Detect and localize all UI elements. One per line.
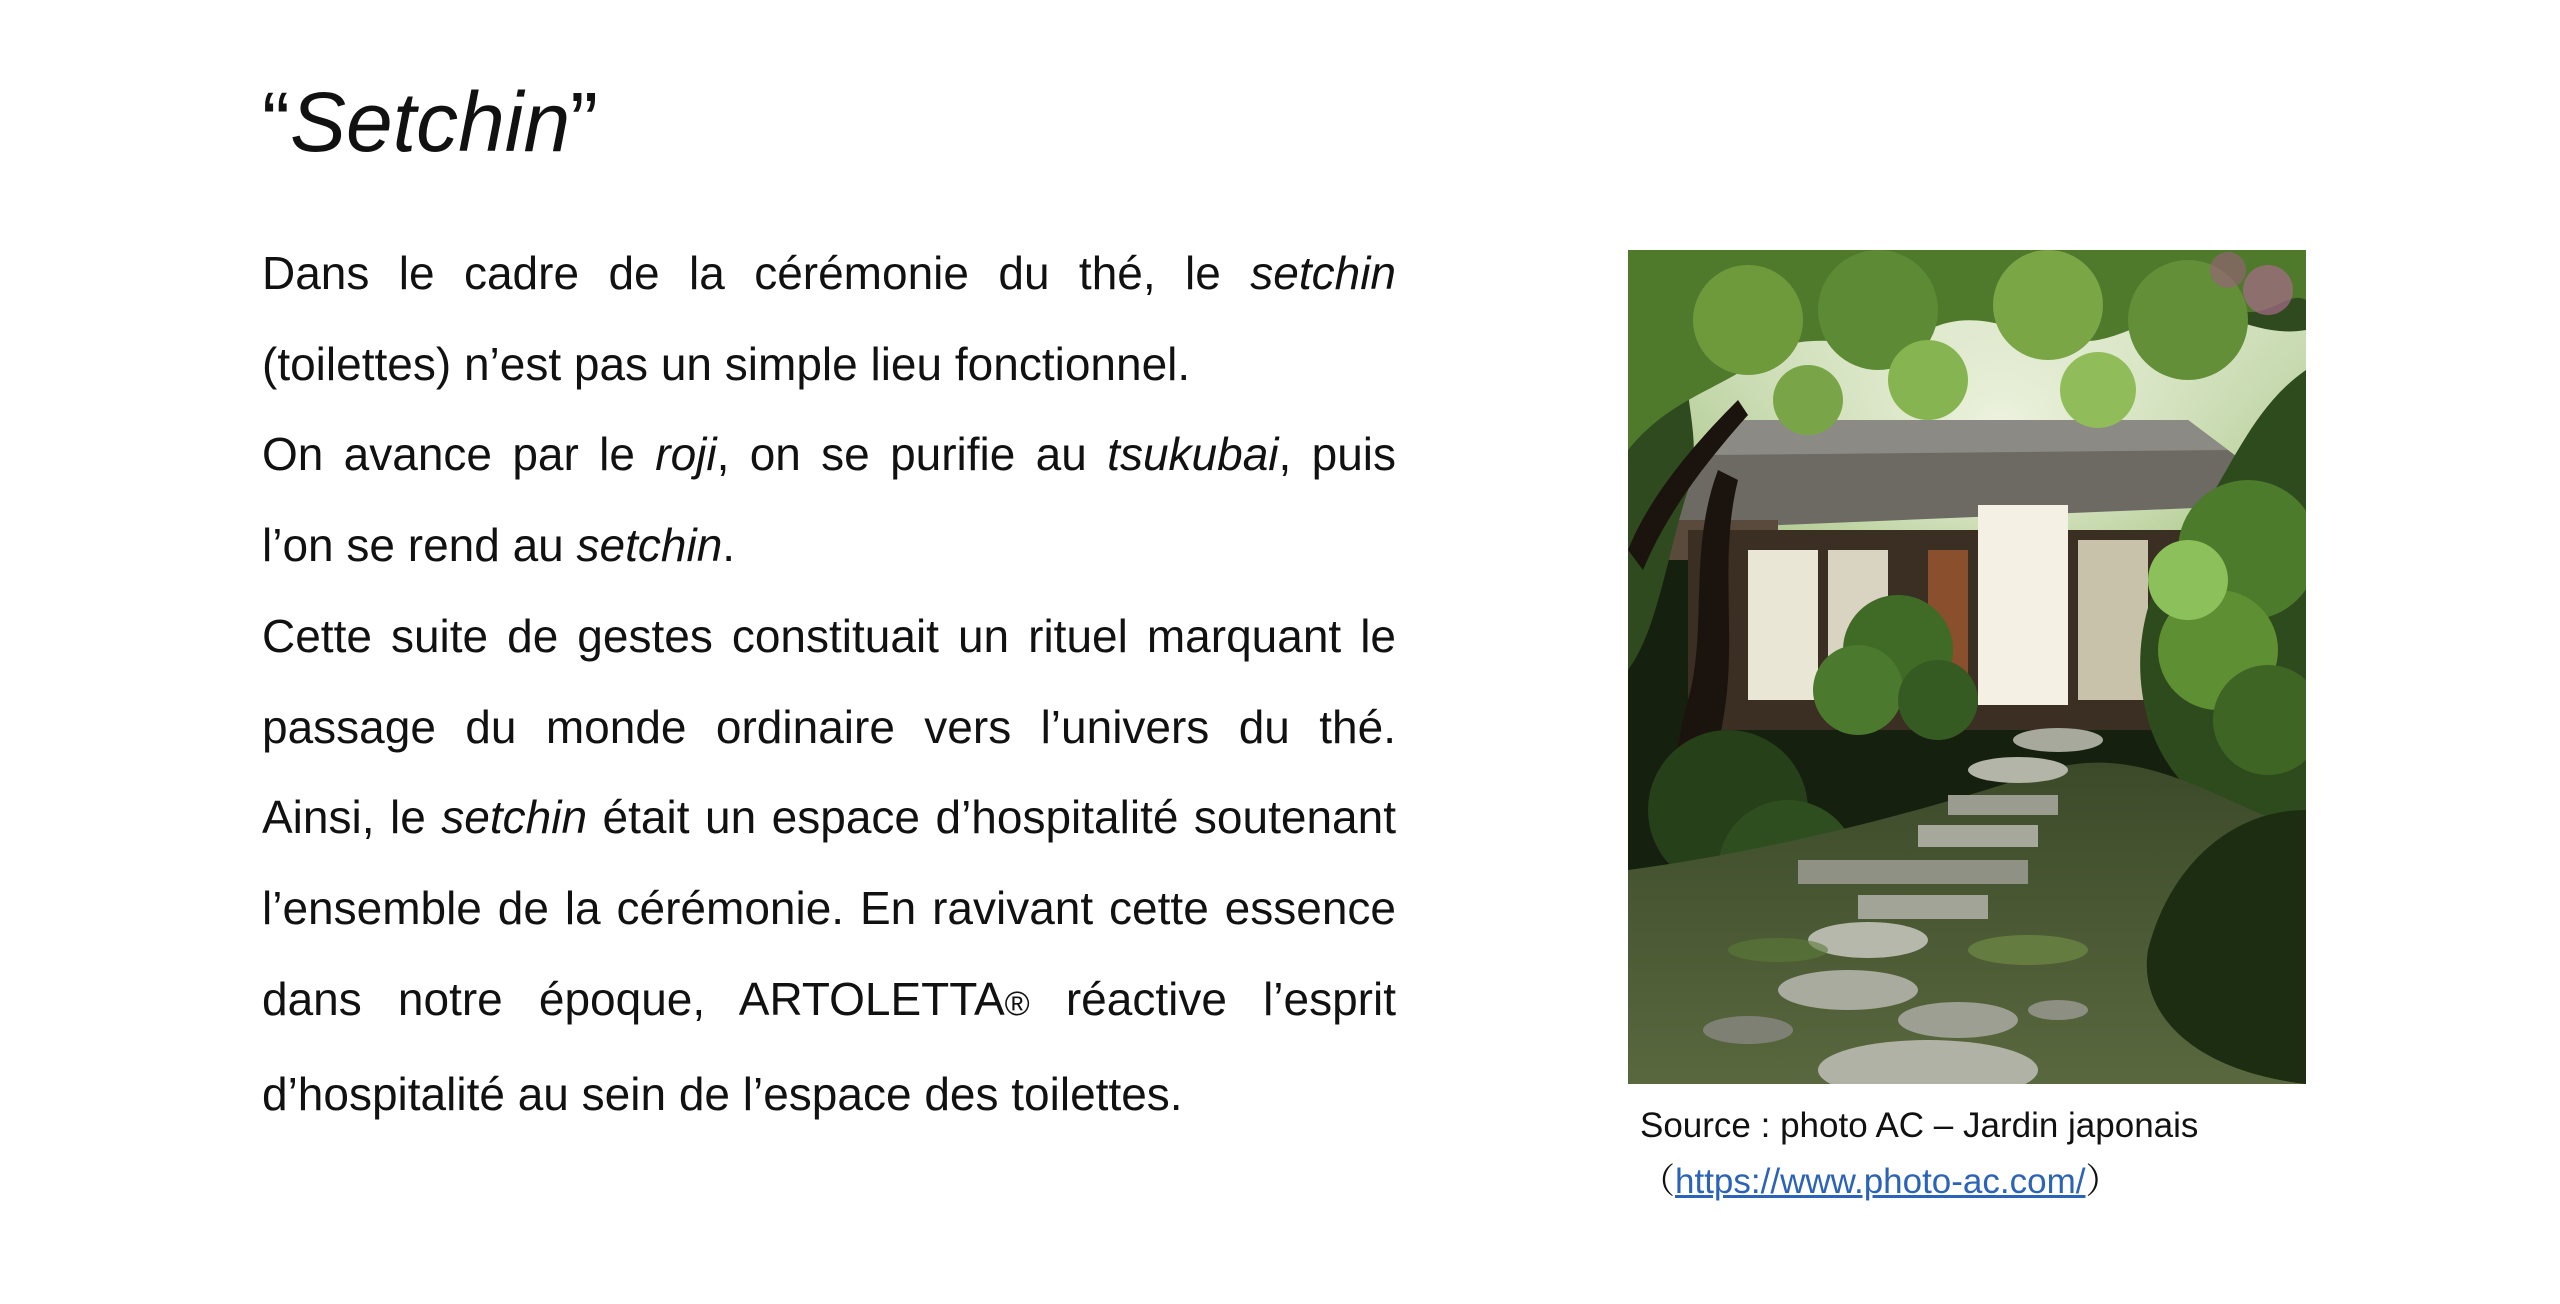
title-close-quote: ” [570,75,599,169]
paragraph-3 [262,591,1396,1140]
paragraph-1 [262,228,1396,409]
paragraph-2-text-2: , on se purifie au [716,428,1108,481]
caption-source: Source : photo AC – Jardin japonais [1640,1106,2199,1145]
caption-paren-open: （ [1640,1162,1676,1201]
paragraph-3-text-1: Cette suite de gestes constituait un rituel marquant le passage du monde ordinaire vers l’univers du thé. Ainsi, le [262,609,1396,844]
paragraph-2-italic-roji: roji [655,428,717,481]
paragraph-3-text-2: était un espace d’hospitalité soutenant l’ensemble de la cérémonie. En ravivant cette essence dans notre époque, ARTOLETTA [262,791,1396,1025]
paragraph-2-text-3: , puis l’on se rend au [262,428,1396,572]
body-text [262,228,1396,1140]
paragraph-2-text-4: . [722,519,736,572]
paragraph-2 [262,409,1396,590]
page-title [262,72,598,172]
caption-link-line [1640,1154,2198,1210]
paragraph-2-text-1: On avance par le [262,428,656,481]
paragraph-1-italic-setchin: setchin [1250,247,1396,299]
registered-mark: ® [1004,984,1030,1023]
paragraph-2-italic-tsukubai: tsukubai [1107,428,1279,481]
title-word: Setchin [289,75,571,169]
paragraph-3-italic-setchin: setchin [441,791,588,844]
photo-caption [1640,1098,2198,1210]
paragraph-1-text-1: Dans le cadre de la cérémonie du thé, le [262,247,1251,299]
paragraph-3-text-3: réactive l’esprit d’hospitalité au sein de l’espace des toilettes. [262,972,1396,1121]
japanese-garden-photo [1628,250,2306,1084]
paragraph-1-text-2: (toilettes) n’est pas un simple lieu fonctionnel. [262,337,1191,390]
title-open-quote: “ [262,75,290,169]
garden-photo-illustration [1628,250,2306,1084]
source-link[interactable]: https://www.photo-ac.com/ [1675,1162,2086,1201]
paragraph-2-italic-setchin: setchin [576,519,723,572]
caption-paren-close: ） [2085,1162,2121,1201]
